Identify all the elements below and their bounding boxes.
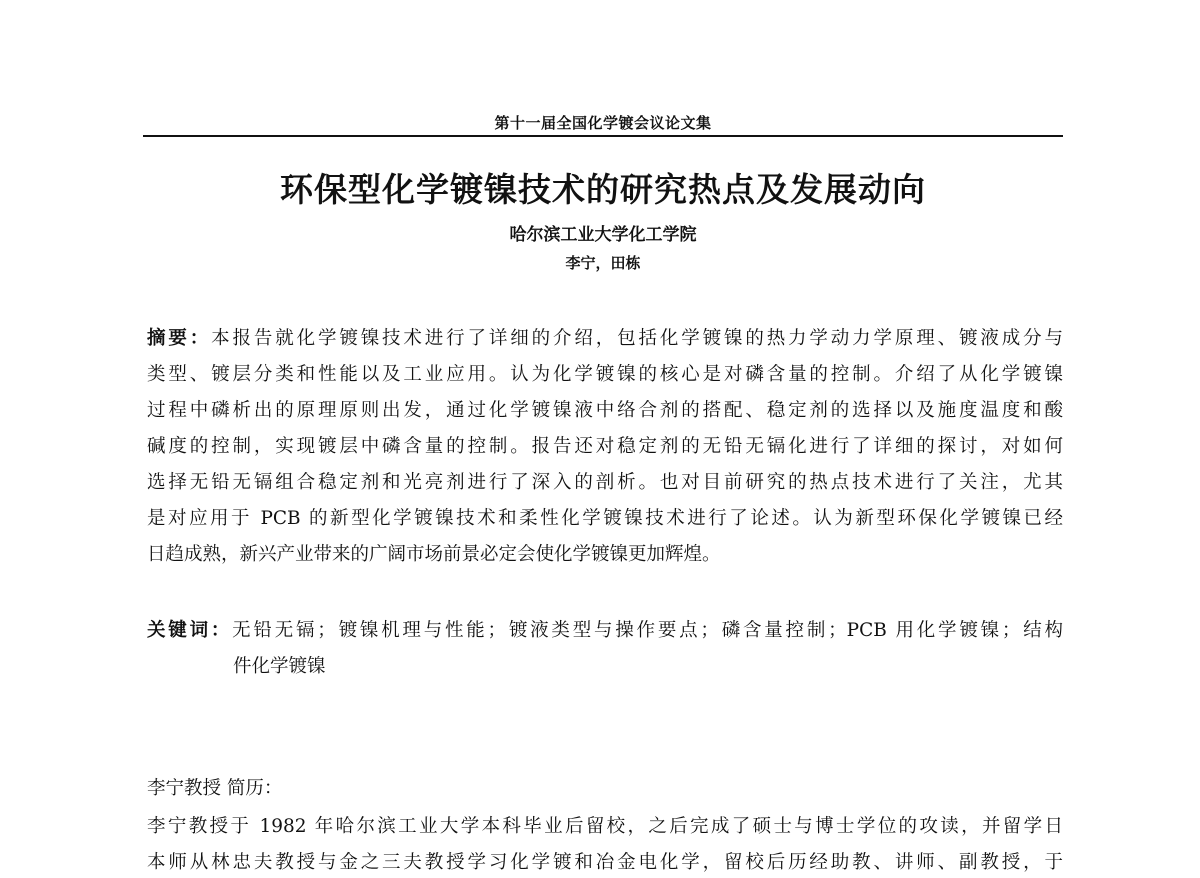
running-header: 第十一届全国化学镀会议论文集	[494, 114, 712, 132]
keywords-label: 关键词：	[147, 620, 233, 641]
bio-line: 李宁教授于 1982 年哈尔滨工业大学本科毕业后留校，之后完成了硕士与博士学位的攻读，并留学日	[147, 816, 1063, 837]
keywords-text: 无铅无镉；镀镍机理与性能；镀液类型与操作要点；磷含量控制；PCB 用化学镀镍；结构	[232, 620, 1063, 641]
keywords-line	[147, 613, 1063, 649]
authors: 李宁，田栋	[565, 254, 641, 272]
abstract-line: 过程中磷析出的原理原则出发，通过化学镀镍液中络合剂的搭配、稳定剂的选择以及施度温度和酸	[147, 400, 1063, 421]
keywords	[147, 613, 1063, 685]
keywords-line: 件化学镀镍	[233, 656, 326, 677]
bio-line: 本师从林忠夫教授与金之三夫教授学习化学镀和冶金电化学，留校后历经助教、讲师、副教授，于	[147, 852, 1063, 873]
bio-heading: 李宁教授 简历：	[147, 778, 283, 799]
abstract-line	[147, 321, 1063, 357]
affiliation: 哈尔滨工业大学化工学院	[509, 225, 697, 245]
abstract-line: 日趋成熟，新兴产业带来的广阔市场前景必定会使化学镀镍更加辉煌。	[147, 544, 721, 565]
abstract-line: 选择无铅无镉组合稳定剂和光亮剂进行了深入的剖析。也对目前研究的热点技术进行了关注，尤其	[147, 472, 1063, 493]
header-rule	[143, 135, 1063, 137]
abstract-text: 本报告就化学镀镍技术进行了详细的介绍，包括化学镀镍的热力学动力学原理、镀液成分与	[211, 328, 1063, 349]
abstract-line: 类型、镀层分类和性能以及工业应用。认为化学镀镍的核心是对磷含量的控制。介绍了从化学镀镍	[147, 364, 1063, 385]
abstract-line: 碱度的控制，实现镀层中磷含量的控制。报告还对稳定剂的无铅无镉化进行了详细的探讨，对如何	[147, 436, 1063, 457]
paper-title: 环保型化学镀镍技术的研究热点及发展动向	[280, 170, 926, 209]
abstract-label: 摘要：	[147, 328, 212, 349]
abstract	[147, 321, 1063, 573]
abstract-line: 是对应用于 PCB 的新型化学镀镍技术和柔性化学镀镍技术进行了论述。认为新型环保化学镀镍已经	[147, 508, 1063, 529]
